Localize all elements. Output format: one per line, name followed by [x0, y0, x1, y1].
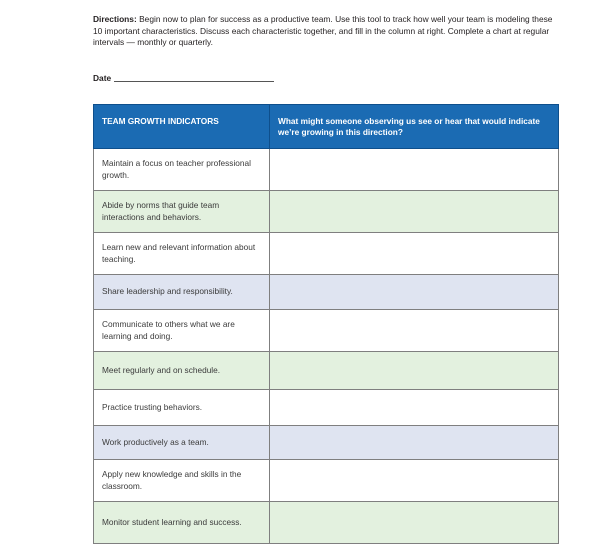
- observation-response-cell[interactable]: [270, 275, 559, 310]
- directions-paragraph: [93, 14, 563, 49]
- indicator-cell: Apply new knowledge and skills in the classroom.: [94, 460, 270, 502]
- indicator-cell: Learn new and relevant information about teaching.: [94, 233, 270, 275]
- observation-response-cell[interactable]: [270, 149, 559, 191]
- table-row: [94, 149, 559, 191]
- table-row: [94, 502, 559, 544]
- indicator-cell: Meet regularly and on schedule.: [94, 352, 270, 390]
- table-row: [94, 426, 559, 460]
- directions-label: Directions:: [93, 14, 137, 24]
- observation-response-cell[interactable]: [270, 233, 559, 275]
- observation-response-cell[interactable]: [270, 460, 559, 502]
- observation-response-cell[interactable]: [270, 310, 559, 352]
- date-field[interactable]: [93, 73, 274, 83]
- indicator-cell: Maintain a focus on teacher professional growth.: [94, 149, 270, 191]
- observation-response-cell[interactable]: [270, 191, 559, 233]
- table-body: [94, 149, 559, 544]
- header-indicators: TEAM GROWTH INDICATORS: [94, 105, 270, 149]
- indicator-cell: Monitor student learning and success.: [94, 502, 270, 544]
- observation-response-cell[interactable]: [270, 426, 559, 460]
- observation-response-cell[interactable]: [270, 390, 559, 426]
- table-row: [94, 352, 559, 390]
- indicator-cell: Practice trusting behaviors.: [94, 390, 270, 426]
- observation-response-cell[interactable]: [270, 352, 559, 390]
- table-row: [94, 460, 559, 502]
- table-row: [94, 310, 559, 352]
- indicator-cell: Share leadership and responsibility.: [94, 275, 270, 310]
- table-row: [94, 390, 559, 426]
- directions-text: Begin now to plan for success as a productive team. Use this tool to track how well your team is modeling these 10 important characteristics. Discuss each characteristic together, and fill in the column at right. Complete a chart at regular intervals — monthly or quarterly.: [93, 14, 553, 48]
- indicator-cell: Communicate to others what we are learning and doing.: [94, 310, 270, 352]
- team-growth-table: [93, 104, 559, 544]
- table-row: [94, 191, 559, 233]
- indicator-cell: Abide by norms that guide team interactions and behaviors.: [94, 191, 270, 233]
- indicator-cell: Work productively as a team.: [94, 426, 270, 460]
- date-label: Date: [93, 73, 112, 83]
- table-header-row: [94, 105, 559, 149]
- header-observations: What might someone observing us see or hear that would indicate we’re growing in this direction?: [270, 105, 559, 149]
- table-row: [94, 275, 559, 310]
- date-input-line[interactable]: [114, 81, 274, 82]
- observation-response-cell[interactable]: [270, 502, 559, 544]
- table-row: [94, 233, 559, 275]
